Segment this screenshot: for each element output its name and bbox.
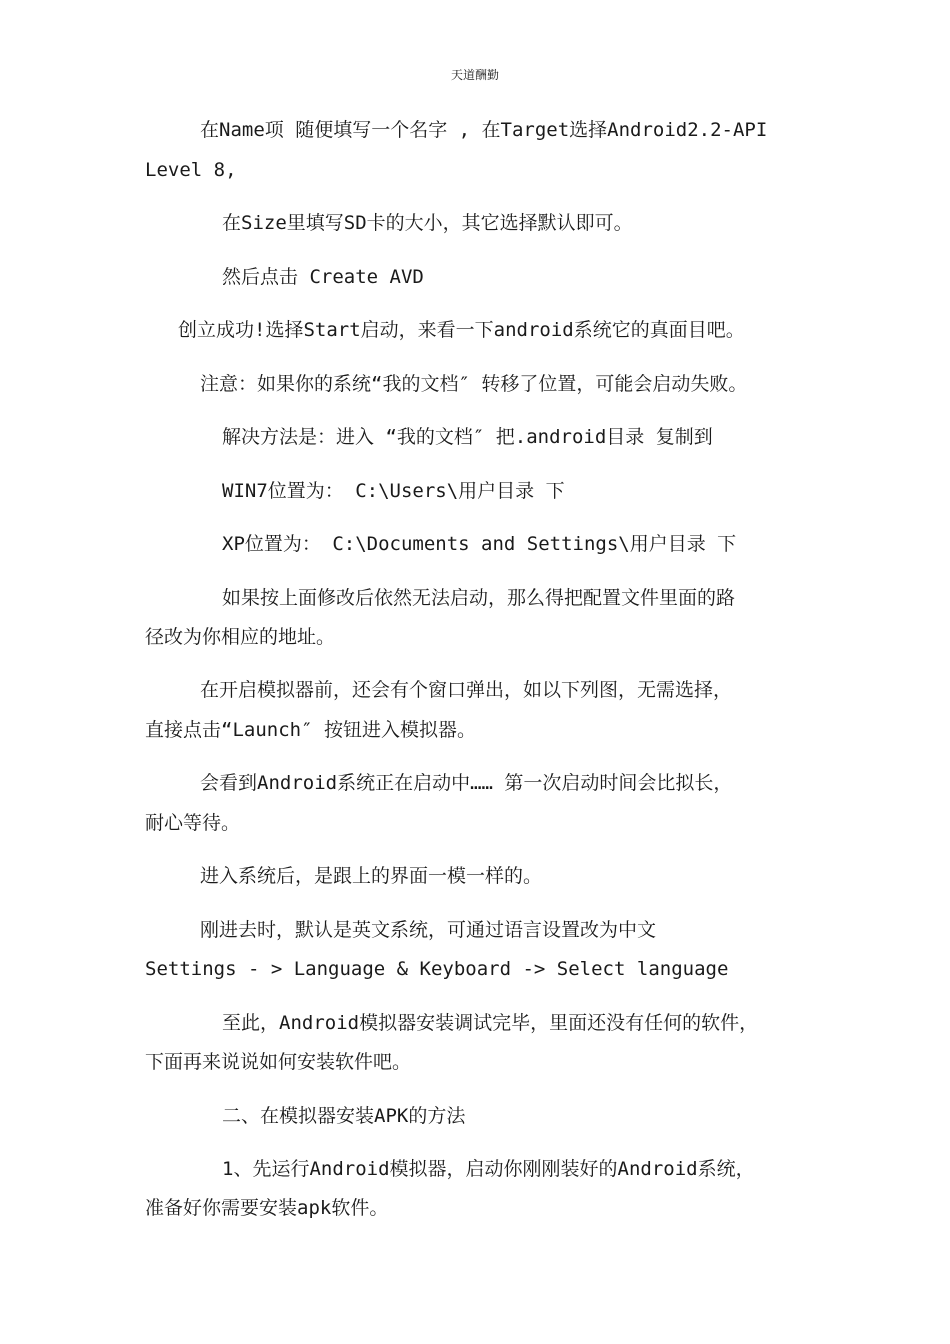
paragraph-line: 直接点击“Launch″ 按钮进入模拟器。	[145, 719, 476, 741]
paragraph-line: 耐心等待。	[145, 812, 241, 834]
paragraph-line: 下面再来说说如何安装软件吧。	[145, 1051, 412, 1073]
paragraph-line: 准备好你需要安装apk软件。	[145, 1197, 389, 1219]
paragraph-line: XP位置为： C:\Documents and Settings\用户目录 下	[222, 533, 737, 555]
page-header: 天道酬勤	[450, 68, 499, 82]
paragraph-line: 径改为你相应的地址。	[145, 626, 336, 648]
section-heading: 二、在模拟器安装APK的方法	[222, 1105, 466, 1127]
paragraph-line: Settings - > Language & Keyboard -> Select language	[145, 958, 729, 980]
paragraph-line: 刚进去时，默认是英文系统，可通过语言设置改为中文	[200, 919, 657, 941]
paragraph-line: 至此，Android模拟器安装调试完毕，里面还没有任何的软件，	[222, 1012, 759, 1034]
paragraph-line: 如果按上面修改后依然无法启动，那么得把配置文件里面的路	[222, 587, 736, 609]
paragraph-line: 1、先运行Android模拟器，启动你刚刚装好的Android系统，	[222, 1158, 755, 1180]
paragraph-line: 然后点击 Create AVD	[222, 266, 424, 288]
paragraph-line: 进入系统后，是跟上的界面一模一样的。	[200, 865, 543, 887]
paragraph-line: 创立成功!选择Start启动，来看一下android系统它的真面目吧。	[178, 319, 745, 341]
paragraph-line: Level 8,	[145, 159, 237, 181]
paragraph-line: 在Name项 随便填写一个名字 , 在Target选择Android2.2-API	[200, 119, 768, 141]
paragraph-line: 解决方法是：进入 “我的文档″ 把.android目录 复制到	[222, 426, 713, 448]
paragraph-line: 会看到Android系统正在启动中…… 第一次启动时间会比拟长，	[200, 772, 733, 794]
paragraph-line: 在开启模拟器前，还会有个窗口弹出，如以下列图，无需选择，	[200, 679, 733, 701]
paragraph-line: 注意：如果你的系统“我的文档″ 转移了位置，可能会启动失败。	[200, 373, 748, 395]
paragraph-line: 在Size里填写SD卡的大小，其它选择默认即可。	[222, 212, 633, 234]
paragraph-line: WIN7位置为： C:\Users\用户目录 下	[222, 480, 565, 502]
